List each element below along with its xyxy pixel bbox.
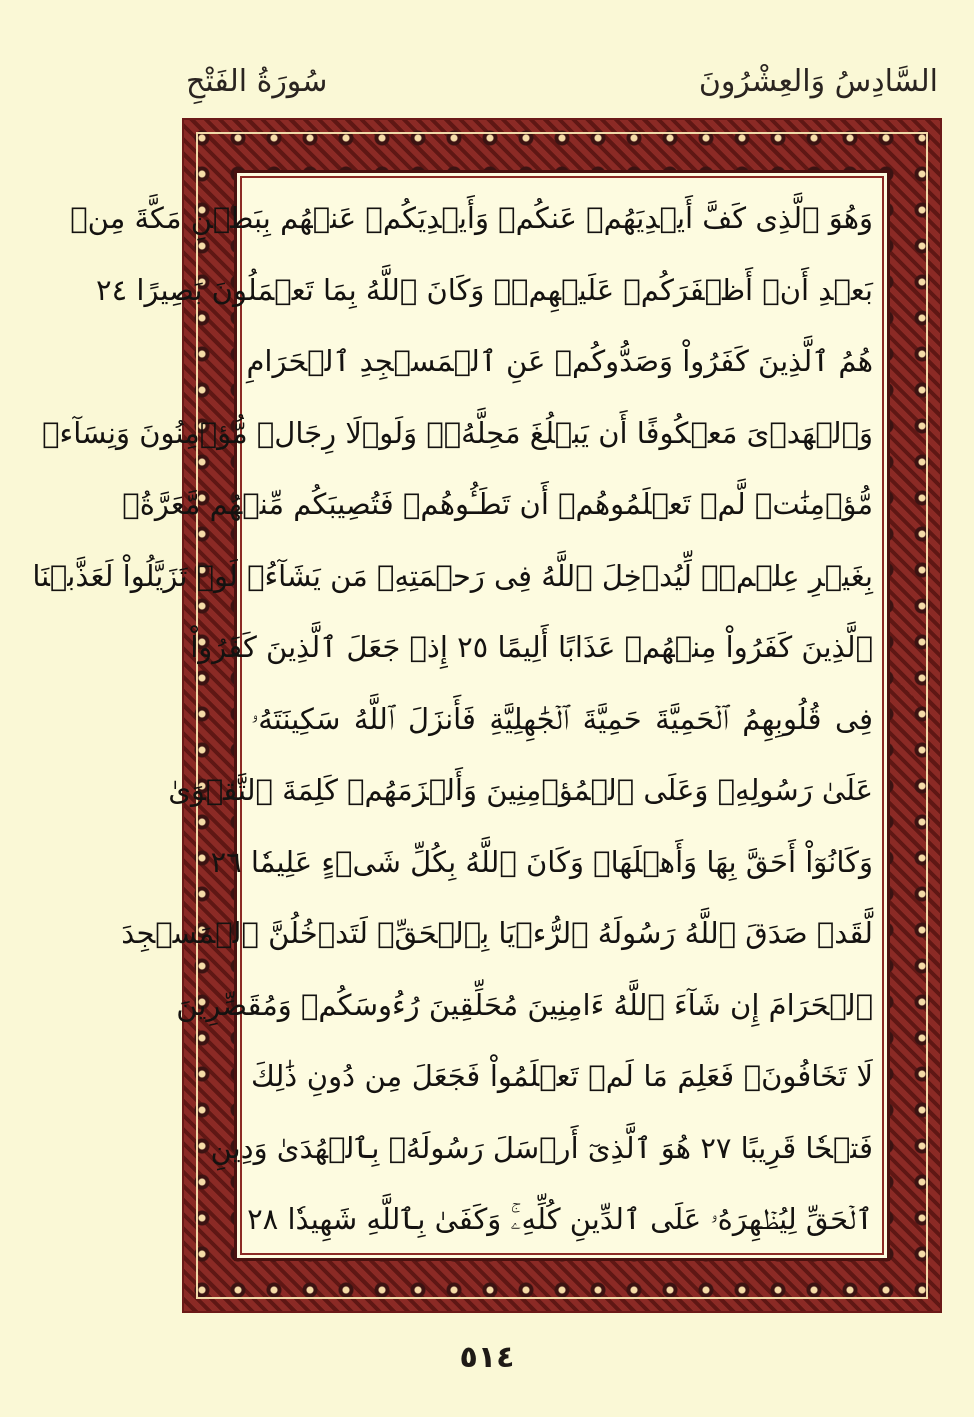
- verse-line: عَلَىٰ رَسُولِهِۦ وَعَلَى ٱلۡمُؤۡمِنِينَ وَأَلۡزَمَهُمۡ كَلِمَةَ ٱلتَّقۡوَىٰ: [168, 773, 873, 807]
- verse-line: ٱلَّذِينَ كَفَرُواْ مِنۡهُمۡ عَذَابًا أَلِيمًا ٢٥ إِذۡ جَعَلَ ٱلَّذِينَ كَفَرُواْ: [190, 630, 873, 664]
- verse-line: وَكَانُوٓاْ أَحَقَّ بِهَا وَأَهۡلَهَاۚ وَكَانَ ٱللَّهُ بِكُلِّ شَىۡءٍ عَلِيمٗا ٢٦: [210, 844, 873, 879]
- page-header: [186, 58, 938, 104]
- verse-lines: [32, 189, 873, 1248]
- verse-line: بَعۡدِ أَنۡ أَظۡفَرَكُمۡ عَلَيۡهِمۡۚ وَكَانَ ٱللَّهُ بِمَا تَعۡمَلُونَ بَصِيرًا ٢٤: [96, 272, 873, 307]
- ornamental-border: [32, 118, 942, 1313]
- text-panel: [32, 170, 890, 1261]
- verse-line: لَا تَخَافُونَۖ فَعَلِمَ مَا لَمۡ تَعۡلَمُواْ فَجَعَلَ مِن دُونِ ذَٰلِكَ: [251, 1059, 873, 1093]
- page-number: ٥١٤: [459, 1340, 515, 1375]
- verse-line: وَٱلۡهَدۡىَ مَعۡكُوفًا أَن يَبۡلُغَ مَحِلَّهُۥۚ وَلَوۡلَا رِجَالٞ مُّؤۡمِنُونَ وَنِسَآءٞ: [42, 415, 873, 450]
- verse-line: فَتۡحٗا قَرِيبًا ٢٧ هُوَ ٱلَّذِىٓ أَرۡسَلَ رَسُولَهُۥ بِٱلۡهُدَىٰ وَدِينِ: [210, 1130, 873, 1165]
- verse-line: فِى قُلُوبِهِمُ ٱلۡحَمِيَّةَ حَمِيَّةَ ٱلۡجَٰهِلِيَّةِ فَأَنزَلَ ٱللَّهُ سَكِينَتَهُۥ: [251, 701, 873, 736]
- verse-line: بِغَيۡرِ عِلۡمٖۖ لِّيُدۡخِلَ ٱللَّهُ فِى رَحۡمَتِهِۦ مَن يَشَآءُۚ لَوۡ تَزَيَّلُواْ لَعَذَّبۡنَا: [32, 558, 873, 593]
- verse-line: لَّقَدۡ صَدَقَ ٱللَّهُ رَسُولَهُ ٱلرُّءۡيَا بِٱلۡحَقِّۖ لَتَدۡخُلُنَّ ٱلۡمَسۡجِدَ: [121, 916, 873, 950]
- juz-title: السَّادِسُ وَالعِشْرُونَ: [698, 63, 938, 99]
- verse-line: ٱلۡحَقِّ لِيُظۡهِرَهُۥ عَلَى ٱلدِّينِ كُلِّهِۦۚ وَكَفَىٰ بِٱللَّهِ شَهِيدٗا ٢٨: [247, 1202, 873, 1236]
- surah-title: سُورَةُ الفَتْحِ: [186, 63, 328, 99]
- verse-line: ٱلۡحَرَامَ إِن شَآءَ ٱللَّهُ ءَامِنِينَ مُحَلِّقِينَ رُءُوسَكُمۡ وَمُقَصِّرِينَ: [176, 987, 873, 1022]
- verse-line: مُّؤۡمِنَٰتٞ لَّمۡ تَعۡلَمُوهُمۡ أَن تَطَـُٔوهُمۡ فَتُصِيبَكُم مِّنۡهُم مَّعَرَّةُۢ: [122, 487, 873, 521]
- verse-line: وَهُوَ ٱلَّذِى كَفَّ أَيۡدِيَهُمۡ عَنكُمۡ وَأَيۡدِيَكُمۡ عَنۡهُم بِبَطۡنِ مَكَّةَ مِنۢ: [70, 201, 873, 235]
- verse-line: هُمُ ٱلَّذِينَ كَفَرُواْ وَصَدُّوكُمۡ عَنِ ٱلۡمَسۡجِدِ ٱلۡحَرَامِ: [246, 344, 873, 378]
